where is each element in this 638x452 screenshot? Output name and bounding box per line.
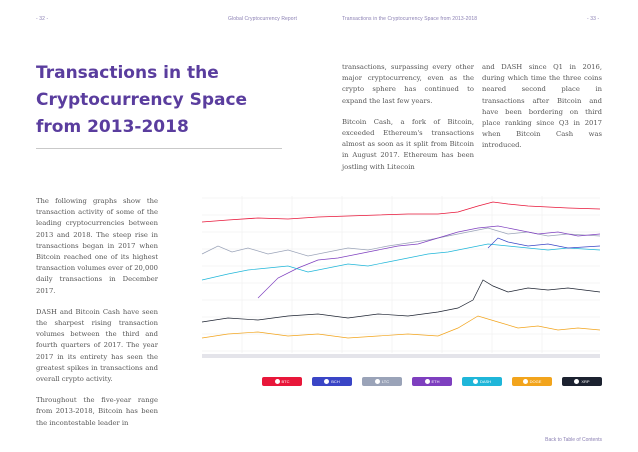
- legend-label: ETH: [431, 379, 440, 384]
- title-divider: [36, 148, 282, 149]
- back-to-toc-link[interactable]: Back to Table of Contents: [545, 437, 602, 443]
- paragraph: DASH and Bitcoin Cash have seen the sharpest rising transaction volumes between the third and fourth quarters of 2017. The year 2017 in its entirety has seen the greatest spikes in transactions and overall crypto activity.: [36, 307, 158, 384]
- legend-item-dash: [462, 377, 502, 386]
- page-number-right: - 33 -: [587, 16, 600, 22]
- transactions-chart-image: [188, 188, 604, 363]
- title-line-1: Transactions in the: [36, 63, 219, 83]
- legend-item-xrp: [562, 377, 602, 386]
- title-line-2: Cryptocurrency Space: [36, 90, 248, 110]
- coin-icon: [375, 379, 380, 384]
- legend-label: DASH: [479, 379, 492, 384]
- left-text-column: [36, 196, 158, 439]
- legend-label: BTC: [281, 379, 290, 384]
- legend-item-eth: [412, 377, 452, 386]
- coin-icon: [574, 379, 579, 384]
- right-text-column: [482, 62, 602, 162]
- paragraph: The following graphs show the transaction activity of some of the leading cryptocurrencies between 2013 and 2018. The steep rise in transactions began in 2017 when Bitcoin reached one of its highest transaction volumes ever of 20,000 daily transactions in December 2017.: [36, 197, 158, 295]
- coin-icon: [324, 379, 329, 384]
- coin-icon: [523, 379, 528, 384]
- section-title: Transactions in the Cryptocurrency Space from 2013-2018: [342, 16, 478, 22]
- legend-item-btc: [262, 377, 302, 386]
- paragraph: and DASH since Q1 in 2016, during which time the three coins neared second place in transactions after Bitcoin and have been bordering on third place ranking since Q3 in 2017 when Bitcoin Cash was introduced.: [482, 63, 602, 150]
- paragraph: Bitcoin Cash, a fork of Bitcoin, exceeded Ethereum's transactions almost as soon as it split from Bitcoin in August 2017. Ethereum has been jostling with Litecoin: [342, 117, 474, 171]
- paragraph: transactions, surpassing every other major cryptocurrency, even as the crypto sphere has continued to expand the last few years.: [342, 63, 474, 105]
- paragraph: Throughout the five-year range from 2013-2018, Bitcoin has been the incontestable leader in: [36, 396, 158, 427]
- chart-legend: [262, 377, 602, 387]
- page-number-left: - 32 -: [36, 16, 49, 22]
- legend-item-ltc: [362, 377, 402, 386]
- title-line-3: from 2013-2018: [36, 117, 189, 137]
- coin-icon: [425, 379, 430, 384]
- coin-icon: [473, 379, 478, 384]
- legend-label: BCH: [331, 379, 340, 384]
- middle-text-column: [342, 62, 474, 183]
- legend-label: LTC: [381, 379, 390, 384]
- page-title: [36, 60, 296, 141]
- legend-item-bch: [312, 377, 352, 386]
- legend-item-doge: [512, 377, 552, 386]
- chart-graphic: [188, 188, 604, 363]
- legend-label: XRP: [581, 379, 590, 384]
- report-title: Global Cryptocurrency Report: [228, 16, 297, 22]
- coin-icon: [275, 379, 280, 384]
- legend-label: DOGE: [529, 379, 542, 384]
